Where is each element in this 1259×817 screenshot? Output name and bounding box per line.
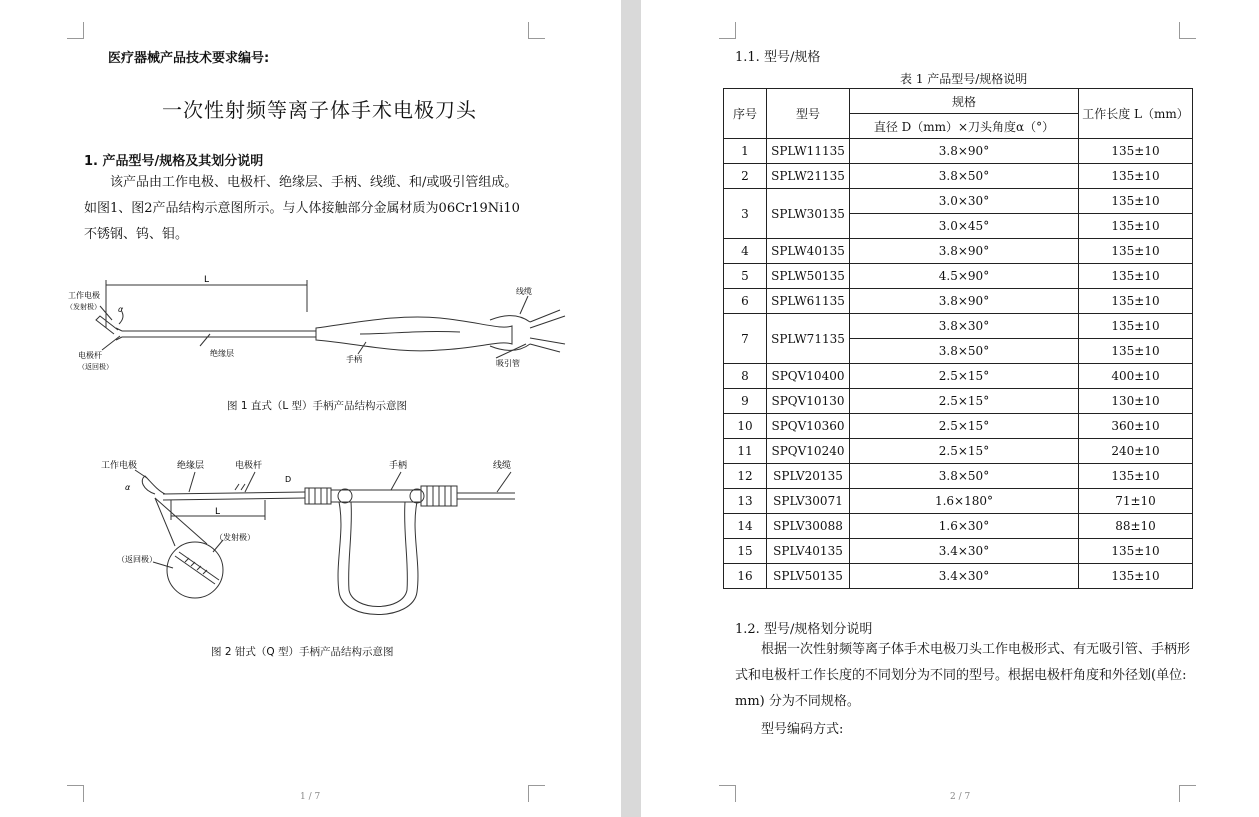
cell-seq: 12 <box>724 464 767 489</box>
crop-mark <box>67 785 84 802</box>
header-model: 型号 <box>767 89 850 139</box>
cell-length: 135±10 <box>1079 464 1193 489</box>
cell-length: 71±10 <box>1079 489 1193 514</box>
cell-model: SPLW61135 <box>767 289 850 314</box>
figure-1-l-type-diagram <box>60 272 570 380</box>
document-title: 一次性射频等离子体手术电极刀头 <box>162 98 477 122</box>
table-row <box>724 364 1193 389</box>
cell-model: SPLV30071 <box>767 489 850 514</box>
table-row <box>724 314 1193 339</box>
crop-mark <box>1179 785 1196 802</box>
cell-model: SPLV40135 <box>767 539 850 564</box>
cell-length: 88±10 <box>1079 514 1193 539</box>
crop-mark <box>719 22 736 39</box>
crop-mark <box>1179 22 1196 39</box>
cell-length: 135±10 <box>1079 564 1193 589</box>
cell-model: SPLW11135 <box>767 139 850 164</box>
fig1-label-suction: 吸引管 <box>496 359 520 368</box>
cell-seq: 14 <box>724 514 767 539</box>
cell-seq: 8 <box>724 364 767 389</box>
figure-2-q-type-diagram <box>95 452 525 632</box>
cell-length: 135±10 <box>1079 289 1193 314</box>
figure-2-caption: 图 2 钳式（Q 型）手柄产品结构示意图 <box>211 646 394 658</box>
cell-seq: 1 <box>724 139 767 164</box>
table-row <box>724 239 1193 264</box>
cell-length: 400±10 <box>1079 364 1193 389</box>
section-1-1-heading: 1.1. 型号/规格 <box>735 50 821 65</box>
page-number: 2 / 7 <box>950 792 971 802</box>
cell-spec: 1.6×30° <box>850 514 1079 539</box>
cell-model: SPLW71135 <box>767 314 850 364</box>
table-row <box>724 264 1193 289</box>
cell-model: SPQV10240 <box>767 439 850 464</box>
fig2-label-handle: 手柄 <box>389 461 408 471</box>
crop-mark <box>67 22 84 39</box>
cell-seq: 16 <box>724 564 767 589</box>
table-row <box>724 289 1193 314</box>
table-row <box>724 564 1193 589</box>
spec-table <box>723 88 1193 589</box>
cell-model: SPLV30088 <box>767 514 850 539</box>
fig2-label-length: L <box>215 507 221 517</box>
cell-length: 135±10 <box>1079 539 1193 564</box>
cell-spec: 4.5×90° <box>850 264 1079 289</box>
fig2-label-working-electrode: 工作电极 <box>101 461 138 471</box>
cell-spec: 3.0×45° <box>850 214 1079 239</box>
header-seq: 序号 <box>724 89 767 139</box>
fig2-label-cable: 线缆 <box>493 461 512 471</box>
cell-model: SPLW40135 <box>767 239 850 264</box>
cell-spec: 2.5×15° <box>850 389 1079 414</box>
cell-spec: 3.8×50° <box>850 164 1079 189</box>
header-spec-sub: 直径 D（mm）×刀头角度α（°） <box>850 114 1079 139</box>
fig1-label-alpha: α <box>118 305 124 314</box>
cell-spec: 3.0×30° <box>850 189 1079 214</box>
cell-spec: 2.5×15° <box>850 364 1079 389</box>
cell-spec: 3.8×90° <box>850 289 1079 314</box>
table-row <box>724 164 1193 189</box>
header-length: 工作长度 L（mm） <box>1079 89 1193 139</box>
cell-spec: 3.4×30° <box>850 539 1079 564</box>
cell-model: SPQV10360 <box>767 414 850 439</box>
figure-1-caption: 图 1 直式（L 型）手柄产品结构示意图 <box>227 400 408 412</box>
fig2-label-rod: 电极杆 <box>235 461 263 471</box>
cell-length: 135±10 <box>1079 239 1193 264</box>
cell-model: SPLV20135 <box>767 464 850 489</box>
section-1-heading: 1. 产品型号/规格及其划分说明 <box>84 154 264 169</box>
cell-length: 360±10 <box>1079 414 1193 439</box>
crop-mark <box>528 22 545 39</box>
fig1-label-insulation: 绝缘层 <box>210 349 234 358</box>
cell-seq: 6 <box>724 289 767 314</box>
table-row <box>724 139 1193 164</box>
cell-length: 135±10 <box>1079 214 1193 239</box>
fig2-label-emitter: （发射极） <box>215 533 255 542</box>
fig1-label-length: L <box>204 275 210 285</box>
cell-seq: 3 <box>724 189 767 239</box>
cell-seq: 13 <box>724 489 767 514</box>
cell-model: SPQV10130 <box>767 389 850 414</box>
cell-seq: 5 <box>724 264 767 289</box>
section-1-paragraph: 该产品由工作电极、电极杆、绝缘层、手柄、线缆、和/或吸引管组成。 如图1、图2产品结构示意图所示。与人体接触部分金属材质为06Cr19Ni10不锈钢、钨、钼。 <box>84 175 520 242</box>
table-row <box>724 439 1193 464</box>
fig2-label-alpha: α <box>125 483 131 492</box>
cell-spec: 1.6×180° <box>850 489 1079 514</box>
cell-length: 135±10 <box>1079 189 1193 214</box>
header-spec: 规格 <box>850 89 1079 114</box>
table-row <box>724 539 1193 564</box>
cell-length: 135±10 <box>1079 139 1193 164</box>
cell-model: SPLW21135 <box>767 164 850 189</box>
cell-seq: 4 <box>724 239 767 264</box>
cell-seq: 9 <box>724 389 767 414</box>
cell-spec: 3.8×30° <box>850 314 1079 339</box>
table-row <box>724 464 1193 489</box>
crop-mark <box>528 785 545 802</box>
fig1-label-return: （返回极） <box>78 363 113 371</box>
cell-spec: 3.8×90° <box>850 139 1079 164</box>
cell-seq: 7 <box>724 314 767 364</box>
fig1-label-handle: 手柄 <box>346 355 362 364</box>
table-row <box>724 389 1193 414</box>
document-page-1 <box>0 0 621 817</box>
cell-model: SPLW50135 <box>767 264 850 289</box>
cell-model: SPLV50135 <box>767 564 850 589</box>
page-number: 1 / 7 <box>300 792 321 802</box>
fig1-label-cable: 线缆 <box>516 287 532 296</box>
table-title: 表 1 产品型号/规格说明 <box>900 72 1028 86</box>
cell-length: 135±10 <box>1079 339 1193 364</box>
section-1-2-heading: 1.2. 型号/规格划分说明 <box>735 622 873 637</box>
cell-spec: 3.8×90° <box>850 239 1079 264</box>
cell-seq: 10 <box>724 414 767 439</box>
coding-label: 型号编码方式: <box>761 722 844 737</box>
table-row <box>724 189 1193 214</box>
cell-model: SPQV10400 <box>767 364 850 389</box>
doc-number-label: 医疗器械产品技术要求编号: <box>108 51 270 66</box>
cell-length: 240±10 <box>1079 439 1193 464</box>
cell-seq: 15 <box>724 539 767 564</box>
cell-spec: 3.8×50° <box>850 339 1079 364</box>
cell-seq: 11 <box>724 439 767 464</box>
fig1-label-rod: 电极杆 <box>78 351 102 360</box>
fig1-label-working-electrode: 工作电极 <box>68 291 100 300</box>
cell-spec: 3.4×30° <box>850 564 1079 589</box>
cell-spec: 2.5×15° <box>850 414 1079 439</box>
cell-model: SPLW30135 <box>767 189 850 239</box>
table-row <box>724 489 1193 514</box>
table-row <box>724 514 1193 539</box>
fig1-label-emitter: （发射极） <box>66 303 101 311</box>
table-row <box>724 414 1193 439</box>
document-page-2 <box>641 0 1259 817</box>
cell-length: 135±10 <box>1079 314 1193 339</box>
cell-length: 135±10 <box>1079 164 1193 189</box>
cell-length: 135±10 <box>1079 264 1193 289</box>
section-1-2-paragraph: 根据一次性射频等离子体手术电极刀头工作电极形式、有无吸引管、手柄形式和电极杆工作长度的不同划分为不同的型号。根据电极杆角度和外径划(单位: mm) 分为不同规格。 <box>735 642 1191 709</box>
cell-seq: 2 <box>724 164 767 189</box>
cell-length: 130±10 <box>1079 389 1193 414</box>
fig2-label-insulation: 绝缘层 <box>177 461 205 471</box>
fig2-label-diameter: D <box>285 475 292 484</box>
cell-spec: 3.8×50° <box>850 464 1079 489</box>
crop-mark <box>719 785 736 802</box>
cell-spec: 2.5×15° <box>850 439 1079 464</box>
fig2-label-return: （返回极） <box>117 555 157 564</box>
